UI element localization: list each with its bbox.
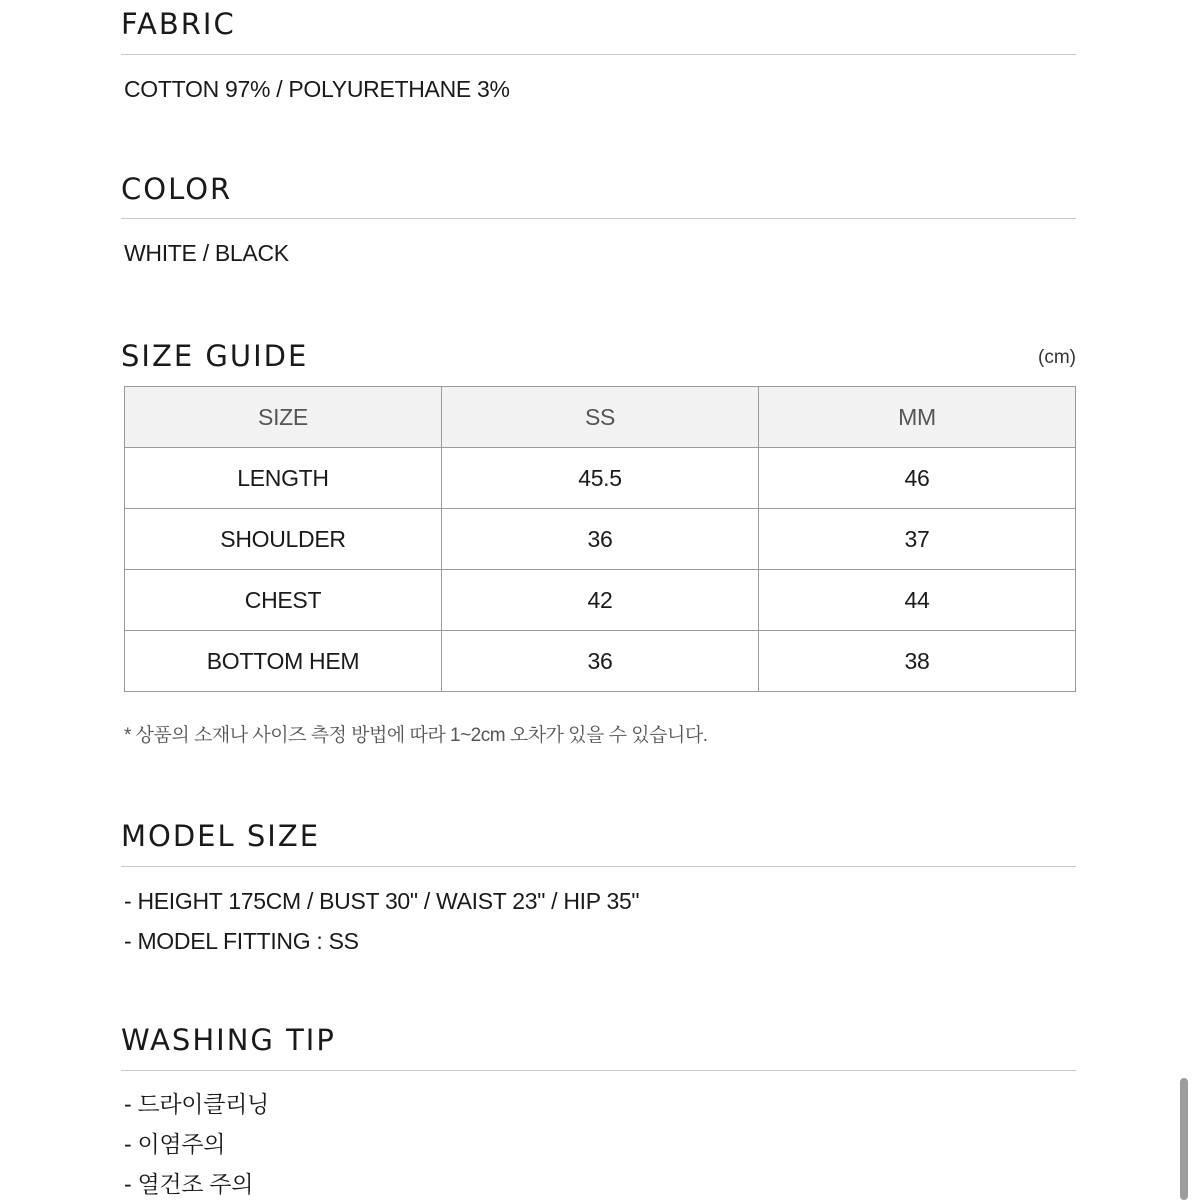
table-header-row bbox=[125, 387, 1076, 448]
fabric-value: COTTON 97% / POLYURETHANE 3% bbox=[124, 76, 510, 102]
table-row bbox=[125, 509, 1076, 570]
table-header-cell: MM bbox=[759, 387, 1076, 448]
table-cell: 36 bbox=[442, 509, 759, 570]
size-guide-title: SIZE GUIDE bbox=[121, 339, 309, 373]
model-size-list bbox=[124, 881, 639, 961]
list-item: - 드라이클리닝 bbox=[124, 1091, 269, 1117]
list-item: - 열건조 주의 bbox=[124, 1171, 254, 1197]
table-cell: BOTTOM HEM bbox=[125, 631, 442, 692]
table-cell: 42 bbox=[442, 570, 759, 631]
model-size-title: MODEL SIZE bbox=[121, 819, 321, 853]
table-header-cell: SIZE bbox=[125, 387, 442, 448]
table-cell: 44 bbox=[759, 570, 1076, 631]
fabric-divider bbox=[121, 54, 1076, 55]
color-divider bbox=[121, 218, 1076, 219]
washing-tip-divider bbox=[121, 1070, 1076, 1071]
scrollbar-thumb[interactable] bbox=[1180, 1078, 1188, 1200]
table-cell: 45.5 bbox=[442, 448, 759, 509]
table-cell: 46 bbox=[759, 448, 1076, 509]
table-cell: SHOULDER bbox=[125, 509, 442, 570]
table-cell: LENGTH bbox=[125, 448, 442, 509]
table-cell: CHEST bbox=[125, 570, 442, 631]
table-cell: 38 bbox=[759, 631, 1076, 692]
washing-tip-list bbox=[124, 1084, 269, 1204]
table-row bbox=[125, 570, 1076, 631]
list-item: - MODEL FITTING : SS bbox=[124, 928, 359, 954]
list-item: - HEIGHT 175CM / BUST 30" / WAIST 23" / HIP 35" bbox=[124, 888, 640, 914]
fabric-title: FABRIC bbox=[121, 7, 236, 41]
size-unit: (cm) bbox=[1038, 347, 1076, 368]
table-row bbox=[125, 448, 1076, 509]
size-table bbox=[124, 386, 1076, 692]
size-note: * 상품의 소재나 사이즈 측정 방법에 따라 1~2cm 오차가 있을 수 있습니다. bbox=[124, 725, 708, 746]
washing-tip-title: WASHING TIP bbox=[121, 1023, 336, 1057]
table-row bbox=[125, 631, 1076, 692]
table-cell: 37 bbox=[759, 509, 1076, 570]
table-cell: 36 bbox=[442, 631, 759, 692]
color-title: COLOR bbox=[121, 172, 233, 206]
list-item: - 이염주의 bbox=[124, 1131, 226, 1157]
model-size-divider bbox=[121, 866, 1076, 867]
color-value: WHITE / BLACK bbox=[124, 240, 289, 266]
table-header-cell: SS bbox=[442, 387, 759, 448]
